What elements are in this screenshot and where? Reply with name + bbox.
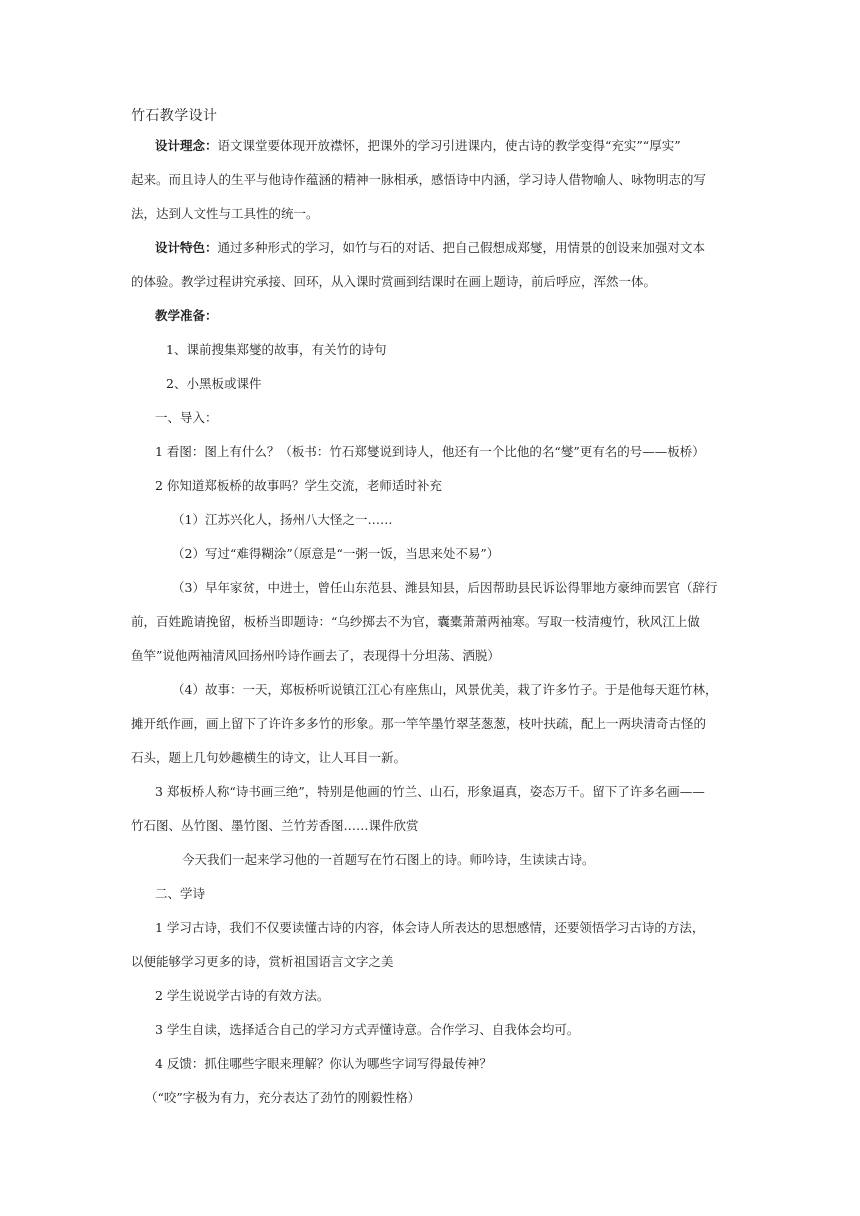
design-features-label: 设计特色： <box>155 240 218 255</box>
design-concept-text: 语文课堂要体现开放襟怀，把课外的学习引进课内，使古诗的教学变得“充实”“厚实” <box>217 138 681 153</box>
section1-s4-line2: 摊开纸作画，画上留下了许许多多竹的形象。那一竿竿墨竹翠茎葱葱，枝叶扶疏，配上一两块清奇古怪的 <box>131 716 707 731</box>
section1-s3-line2: 前，百姓跪请挽留，板桥当即题诗：“乌纱掷去不为官，囊橐萧萧两袖寒。写取一枝清瘦竹，秋风江上做 <box>131 614 700 629</box>
section2-p1-line2: 以便能够学习更多的诗，赏析祖国语言文字之美 <box>131 954 394 969</box>
design-concept-line3: 法，达到人文性与工具性的统一。 <box>131 206 319 221</box>
section2-p1-line1: 1 学习古诗，我们不仅要读懂古诗的内容，体会诗人所表达的思想感情，还要领悟学习古诗的方法， <box>155 920 705 935</box>
design-concept-label: 设计理念： <box>155 138 218 153</box>
section1-s2: （2）写过“难得糊涂”（原意是“一粥一饭，当思来处不易”） <box>172 546 500 561</box>
preparation-label: 教学准备： <box>155 308 218 323</box>
section1-p3-line1: 3 郑板桥人称“诗书画三绝”，特别是他画的竹兰、山石，形象逼真，姿态万千。留下了许多名画—— <box>155 784 705 799</box>
design-features-line2: 的体验。教学过程讲究承接、回环，从入课时赏画到结课时在画上题诗，前后呼应，浑然一体。 <box>131 274 657 289</box>
section1-s1: （1）江苏兴化人，扬州八大怪之一…… <box>172 512 393 527</box>
section2-p4: 4 反馈：抓住哪些字眼来理解？你认为哪些字词写得最传神？ <box>155 1056 492 1071</box>
section1-p4: 今天我们一起来学习他的一首题写在竹石图上的诗。师吟诗，生读读古诗。 <box>182 852 595 867</box>
section2-p5: （“咬”字极为有力，充分表达了劲竹的刚毅性格） <box>145 1090 421 1105</box>
design-features-text: 通过多种形式的学习，如竹与石的对话、把自己假想成郑燮，用情景的创设来加强对文本 <box>217 240 706 255</box>
section2-p2: 2 学生说说学古诗的有效方法。 <box>155 988 330 1003</box>
section1-s3-line3: 鱼竿”说他两袖清风回扬州吟诗作画去了，表现得十分坦荡、洒脱） <box>131 648 500 663</box>
section2-p3: 3 学生自读，选择适合自己的学习方式弄懂诗意。合作学习、自我体会均可。 <box>155 1022 580 1037</box>
design-concept-line1 <box>155 138 681 154</box>
section1-s3-line1: （3）早年家贫，中进士，曾任山东范县、潍县知县，后因帮助县民诉讼得罪地方豪绅而罢官（辞行 <box>172 580 718 595</box>
preparation-item-2: 2、小黑板或课件 <box>166 376 262 391</box>
section2-heading: 二、学诗 <box>155 886 206 901</box>
section1-heading: 一、导入： <box>155 410 218 425</box>
section1-p1: 1 看图：图上有什么？（板书：竹石郑燮说到诗人，他还有一个比他的名“燮”更有名的号——板桥） <box>155 444 705 459</box>
section1-p3-line2: 竹石图、丛竹图、墨竹图、兰竹芳香图……课件欣赏 <box>131 818 419 833</box>
section1-p2: 2 你知道郑板桥的故事吗？学生交流，老师适时补充 <box>155 478 442 493</box>
section1-s4-line3: 石头，题上几句妙趣横生的诗文，让人耳目一新。 <box>131 750 407 765</box>
preparation-item-1: 1、课前搜集郑燮的故事，有关竹的诗句 <box>166 342 387 357</box>
document-title: 竹石教学设计 <box>131 108 218 124</box>
design-concept-line2: 起来。而且诗人的生平与他诗作蕴涵的精神一脉相承，感悟诗中内涵，学习诗人借物喻人、咏物明志的写 <box>131 172 707 187</box>
design-features-line1 <box>155 240 705 256</box>
section1-s4-line1: （4）故事：一天，郑板桥听说镇江江心有座焦山，风景优美，栽了许多竹子。于是他每天逛竹林， <box>172 682 718 697</box>
